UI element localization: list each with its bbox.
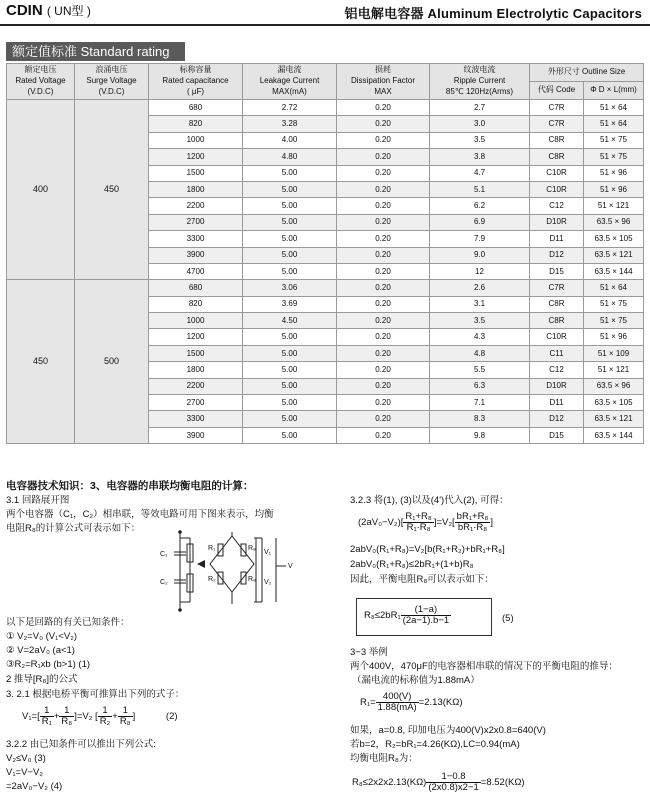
equation-substituted: (2aV₀−V₂)[ $\frac{\text{R₁+R₈}}{\text{R₁·R₈}}$ ]=V₂[ $\frac{\text{bR₁+R₈}}{\text{bR₁·R₈}}$ ] bbox=[358, 511, 494, 533]
dissipation-cell: 0.20 bbox=[337, 263, 430, 279]
code-cell: C12 bbox=[530, 198, 584, 214]
leakage-cell: 5.00 bbox=[243, 214, 337, 230]
leakage-cell: 5.00 bbox=[243, 378, 337, 394]
capacitance-cell: 1200 bbox=[149, 329, 243, 345]
header-leakage: 漏电流 Leakage Current MAX(mA) bbox=[243, 64, 337, 100]
dims-cell: 51 × 96 bbox=[584, 165, 644, 181]
header-code: 代码 Code bbox=[530, 82, 584, 100]
capacitance-cell: 3300 bbox=[149, 411, 243, 427]
dissipation-cell: 0.20 bbox=[337, 214, 430, 230]
dims-cell: 51 × 64 bbox=[584, 100, 644, 116]
dims-cell: 63.5 × 105 bbox=[584, 395, 644, 411]
dims-cell: 63.5 × 144 bbox=[584, 427, 644, 443]
leakage-cell: 3.28 bbox=[243, 116, 337, 132]
capacitance-cell: 2700 bbox=[149, 214, 243, 230]
rated-voltage-cell: 400 bbox=[7, 100, 75, 280]
section-3-3: 3−3 举例 bbox=[350, 647, 388, 658]
code-cell: C8R bbox=[530, 313, 584, 329]
tech-heading: 电容器技术知识：3、电容器的串联均衡电阻的计算： bbox=[6, 480, 254, 492]
derivation-line-2: 2abV₀(R₁+R₈)≤2bR₁+(1+b)R₈ bbox=[350, 559, 474, 570]
capacitance-cell: 1800 bbox=[149, 181, 243, 197]
dims-cell: 63.5 × 105 bbox=[584, 231, 644, 247]
dissipation-cell: 0.20 bbox=[337, 378, 430, 394]
label-c1: C₁ bbox=[160, 551, 168, 558]
dissipation-cell: 0.20 bbox=[337, 280, 430, 296]
dims-cell: 63.5 × 144 bbox=[584, 263, 644, 279]
capacitance-cell: 2200 bbox=[149, 198, 243, 214]
code-cell: C12 bbox=[530, 362, 584, 378]
code-cell: C8R bbox=[530, 132, 584, 148]
ripple-cell: 3.1 bbox=[430, 296, 530, 312]
capacitance-cell: 680 bbox=[149, 280, 243, 296]
capacitance-cell: 1000 bbox=[149, 313, 243, 329]
dissipation-cell: 0.20 bbox=[337, 100, 430, 116]
example-line-5: 均衡电阻R₈为： bbox=[350, 753, 418, 764]
dims-cell: 51 × 109 bbox=[584, 345, 644, 361]
condition-3: ③R₂=R₁xb (b>1) (1) bbox=[6, 659, 91, 670]
dissipation-cell: 0.20 bbox=[337, 181, 430, 197]
capacitance-cell: 3300 bbox=[149, 231, 243, 247]
header-surge-voltage: 浪涌电压 Surge Voltage (V.D.C) bbox=[75, 64, 149, 100]
capacitance-cell: 1500 bbox=[149, 165, 243, 181]
ripple-cell: 9.8 bbox=[430, 427, 530, 443]
ripple-cell: 4.8 bbox=[430, 345, 530, 361]
code-cell: C8R bbox=[530, 149, 584, 165]
section-2: 2 推导[R₈]的公式 bbox=[6, 674, 78, 685]
header-capacitance: 标称容量 Rated capacitance ( μF) bbox=[149, 64, 243, 100]
label-v2: V₂ bbox=[264, 579, 272, 586]
label-r1: R₁ bbox=[208, 545, 216, 552]
dims-cell: 63.5 × 96 bbox=[584, 214, 644, 230]
ripple-cell: 12 bbox=[430, 263, 530, 279]
leakage-cell: 5.00 bbox=[243, 395, 337, 411]
dims-cell: 51 × 96 bbox=[584, 181, 644, 197]
equation-4b: =2aV₀−V₂ (4) bbox=[6, 781, 63, 792]
section-3-2-1: 3. 2.1 根据电桥平衡可推算出下列的式子： bbox=[6, 689, 185, 700]
capacitance-cell: 680 bbox=[149, 100, 243, 116]
ripple-cell: 3.8 bbox=[430, 149, 530, 165]
condition-2: ② V=2aV₀ (a<1) bbox=[6, 645, 75, 656]
page-header bbox=[0, 0, 650, 22]
rating-table-body bbox=[7, 100, 644, 444]
capacitance-cell: 4700 bbox=[149, 263, 243, 279]
dims-cell: 51 × 75 bbox=[584, 149, 644, 165]
capacitance-cell: 3900 bbox=[149, 427, 243, 443]
bridge-circuit-diagram bbox=[150, 530, 300, 612]
capacitance-cell: 820 bbox=[149, 116, 243, 132]
condition-1: ① V₂=V₀ (V₁<V₂) bbox=[6, 631, 78, 642]
section-3-1-text2: 电阻R₈的计算公式可表示如下： bbox=[6, 523, 141, 534]
capacitance-cell: 1500 bbox=[149, 345, 243, 361]
table-row bbox=[7, 280, 644, 296]
code-cell: D10R bbox=[530, 378, 584, 394]
leakage-cell: 4.00 bbox=[243, 132, 337, 148]
code-cell: D11 bbox=[530, 395, 584, 411]
code-cell: C7R bbox=[530, 116, 584, 132]
example-line-4: 若b=2，R₂=bR₁=4.26(KΩ),LC=0.94(mA) bbox=[350, 739, 520, 750]
dims-cell: 51 × 64 bbox=[584, 280, 644, 296]
ripple-cell: 4.3 bbox=[430, 329, 530, 345]
leakage-cell: 4.50 bbox=[243, 313, 337, 329]
ripple-cell: 6.2 bbox=[430, 198, 530, 214]
dissipation-cell: 0.20 bbox=[337, 132, 430, 148]
dissipation-cell: 0.20 bbox=[337, 149, 430, 165]
code-cell: D10R bbox=[530, 214, 584, 230]
code-cell: D12 bbox=[530, 411, 584, 427]
header-rule bbox=[0, 24, 650, 26]
label-c2: C₂ bbox=[160, 579, 168, 586]
equation-final: R₈≤2x2x2.13(KΩ) $\frac{1-0.8}{(2x0.8)x2-1}$ =8.52(KΩ) bbox=[352, 771, 525, 793]
ripple-cell: 7.1 bbox=[430, 395, 530, 411]
dissipation-cell: 0.20 bbox=[337, 395, 430, 411]
code-cell: D15 bbox=[530, 263, 584, 279]
label-v: V bbox=[288, 563, 293, 570]
leakage-cell: 5.00 bbox=[243, 427, 337, 443]
capacitance-cell: 1200 bbox=[149, 149, 243, 165]
leakage-cell: 5.00 bbox=[243, 362, 337, 378]
code-cell: D15 bbox=[530, 427, 584, 443]
dissipation-cell: 0.20 bbox=[337, 362, 430, 378]
code-cell: C10R bbox=[530, 181, 584, 197]
equation-5: R₈≤2bR₁ $\frac{(1-a)}{(2a-1).b-1}$ bbox=[364, 603, 450, 626]
section-3-1-text: 两个电容器（C₁，C₂）相串联，等效电路可用下图来表示，均衡 bbox=[6, 509, 274, 520]
derivation-line-3: 因此，平衡电阻R₈可以表示如下： bbox=[350, 574, 494, 585]
code-cell: C10R bbox=[530, 165, 584, 181]
leakage-cell: 4.80 bbox=[243, 149, 337, 165]
ripple-cell: 3.5 bbox=[430, 313, 530, 329]
dims-cell: 63.5 × 121 bbox=[584, 411, 644, 427]
capacitance-cell: 1000 bbox=[149, 132, 243, 148]
label-r8a: R₈ bbox=[248, 545, 256, 552]
leakage-cell: 5.00 bbox=[243, 345, 337, 361]
dims-cell: 51 × 96 bbox=[584, 329, 644, 345]
dims-cell: 51 × 75 bbox=[584, 313, 644, 329]
dissipation-cell: 0.20 bbox=[337, 313, 430, 329]
label-r8b: R₈ bbox=[248, 576, 256, 583]
header-rated-voltage: 额定电压 Rated Voltage (V.D.C) bbox=[7, 64, 75, 100]
leakage-cell: 5.00 bbox=[243, 198, 337, 214]
code-cell: C11 bbox=[530, 345, 584, 361]
leakage-cell: 3.06 bbox=[243, 280, 337, 296]
product-title: 铝电解电容器 Aluminum Electrolytic Capacitors bbox=[344, 6, 642, 21]
leakage-cell: 5.00 bbox=[243, 329, 337, 345]
ripple-cell: 3.0 bbox=[430, 116, 530, 132]
dissipation-cell: 0.20 bbox=[337, 411, 430, 427]
equation-2: V₁=[ $\frac{1}{\text{R₁}}$ + $\frac{1}{\text{R₈}}$ ]=V₂ [ $\frac{1}{\text{R₂}}$ + $\frac{1}{\text{R₈}}$ ] (2) bbox=[22, 705, 178, 727]
equation-4a: V₁=V−V₂ bbox=[6, 767, 43, 778]
code-cell: C8R bbox=[530, 296, 584, 312]
dims-cell: 51 × 121 bbox=[584, 362, 644, 378]
dims-cell: 51 × 75 bbox=[584, 132, 644, 148]
ripple-cell: 2.7 bbox=[430, 100, 530, 116]
dissipation-cell: 0.20 bbox=[337, 296, 430, 312]
ripple-cell: 7.9 bbox=[430, 231, 530, 247]
ripple-cell: 9.0 bbox=[430, 247, 530, 263]
label-v1: V₁ bbox=[264, 549, 272, 556]
table-row bbox=[7, 100, 644, 116]
dissipation-cell: 0.20 bbox=[337, 231, 430, 247]
standard-rating-table bbox=[6, 63, 644, 444]
dims-cell: 63.5 × 96 bbox=[584, 378, 644, 394]
example-line-2: （漏电流的标称值为1.88mA） bbox=[352, 675, 480, 686]
ripple-cell: 3.5 bbox=[430, 132, 530, 148]
section-3-1: 3.1 回路展开图 bbox=[6, 495, 70, 506]
leakage-cell: 2.72 bbox=[243, 100, 337, 116]
section-band: 额定值标准 Standard rating bbox=[6, 42, 185, 61]
dissipation-cell: 0.20 bbox=[337, 329, 430, 345]
known-conditions: 以下是回路的有关已知条件： bbox=[6, 617, 130, 628]
example-line-1: 两个400V，470μF的电容器相串联的情况下的平衡电阻的推导： bbox=[350, 661, 618, 672]
ripple-cell: 6.3 bbox=[430, 378, 530, 394]
example-line-3: 如果，a=0.8, 印加电压为400(V)x2x0.8=640(V) bbox=[350, 725, 546, 736]
surge-voltage-cell: 500 bbox=[75, 280, 149, 444]
header-ripple: 纹波电流 Ripple Current 85℃ 120Hz(Arms) bbox=[430, 64, 530, 100]
model-title: CDIN ( UN型 ) bbox=[6, 2, 91, 19]
code-cell: C10R bbox=[530, 329, 584, 345]
capacitance-cell: 1800 bbox=[149, 362, 243, 378]
dissipation-cell: 0.20 bbox=[337, 198, 430, 214]
code-cell: C7R bbox=[530, 100, 584, 116]
equation-5-number: (5) bbox=[502, 613, 514, 624]
dims-cell: 51 × 121 bbox=[584, 198, 644, 214]
dissipation-cell: 0.20 bbox=[337, 165, 430, 181]
header-dissipation: 损耗 Dissipation Factor MAX bbox=[337, 64, 430, 100]
ripple-cell: 4.7 bbox=[430, 165, 530, 181]
equation-r1: R₁= $\frac{400(V)}{1.88(mA)}$ =2.13(KΩ) bbox=[360, 691, 463, 713]
leakage-cell: 5.00 bbox=[243, 247, 337, 263]
code-cell: D12 bbox=[530, 247, 584, 263]
ripple-cell: 5.1 bbox=[430, 181, 530, 197]
ripple-cell: 8.3 bbox=[430, 411, 530, 427]
capacitance-cell: 3900 bbox=[149, 247, 243, 263]
header-outline: 外形尺寸 Outline Size bbox=[530, 64, 644, 82]
equation-3: V₂≤V₀ (3) bbox=[6, 753, 46, 764]
capacitance-cell: 2200 bbox=[149, 378, 243, 394]
ripple-cell: 2.6 bbox=[430, 280, 530, 296]
dims-cell: 51 × 64 bbox=[584, 116, 644, 132]
section-3-2-2: 3.2.2 由已知条件可以推出下列公式: bbox=[6, 739, 156, 750]
leakage-cell: 5.00 bbox=[243, 411, 337, 427]
code-cell: D11 bbox=[530, 231, 584, 247]
surge-voltage-cell: 450 bbox=[75, 100, 149, 280]
rated-voltage-cell: 450 bbox=[7, 280, 75, 444]
derivation-line-1: 2abV₀(R₁+R₈)=V₂[b(R₁+R₂)+bR₁+R₈] bbox=[350, 544, 505, 555]
capacitance-cell: 2700 bbox=[149, 395, 243, 411]
section-3-2-3: 3.2.3 将(1), (3)以及(4')代入(2), 可得： bbox=[350, 495, 509, 506]
dims-cell: 63.5 × 121 bbox=[584, 247, 644, 263]
capacitance-cell: 820 bbox=[149, 296, 243, 312]
dissipation-cell: 0.20 bbox=[337, 345, 430, 361]
header-dims: Φ D × L(mm) bbox=[584, 82, 644, 100]
leakage-cell: 5.00 bbox=[243, 263, 337, 279]
leakage-cell: 5.00 bbox=[243, 231, 337, 247]
code-cell: C7R bbox=[530, 280, 584, 296]
dissipation-cell: 0.20 bbox=[337, 427, 430, 443]
ripple-cell: 6.9 bbox=[430, 214, 530, 230]
leakage-cell: 5.00 bbox=[243, 165, 337, 181]
leakage-cell: 3.69 bbox=[243, 296, 337, 312]
dissipation-cell: 0.20 bbox=[337, 247, 430, 263]
ripple-cell: 5.5 bbox=[430, 362, 530, 378]
label-r2: R₂ bbox=[208, 576, 216, 583]
leakage-cell: 5.00 bbox=[243, 181, 337, 197]
dims-cell: 51 × 75 bbox=[584, 296, 644, 312]
dissipation-cell: 0.20 bbox=[337, 116, 430, 132]
